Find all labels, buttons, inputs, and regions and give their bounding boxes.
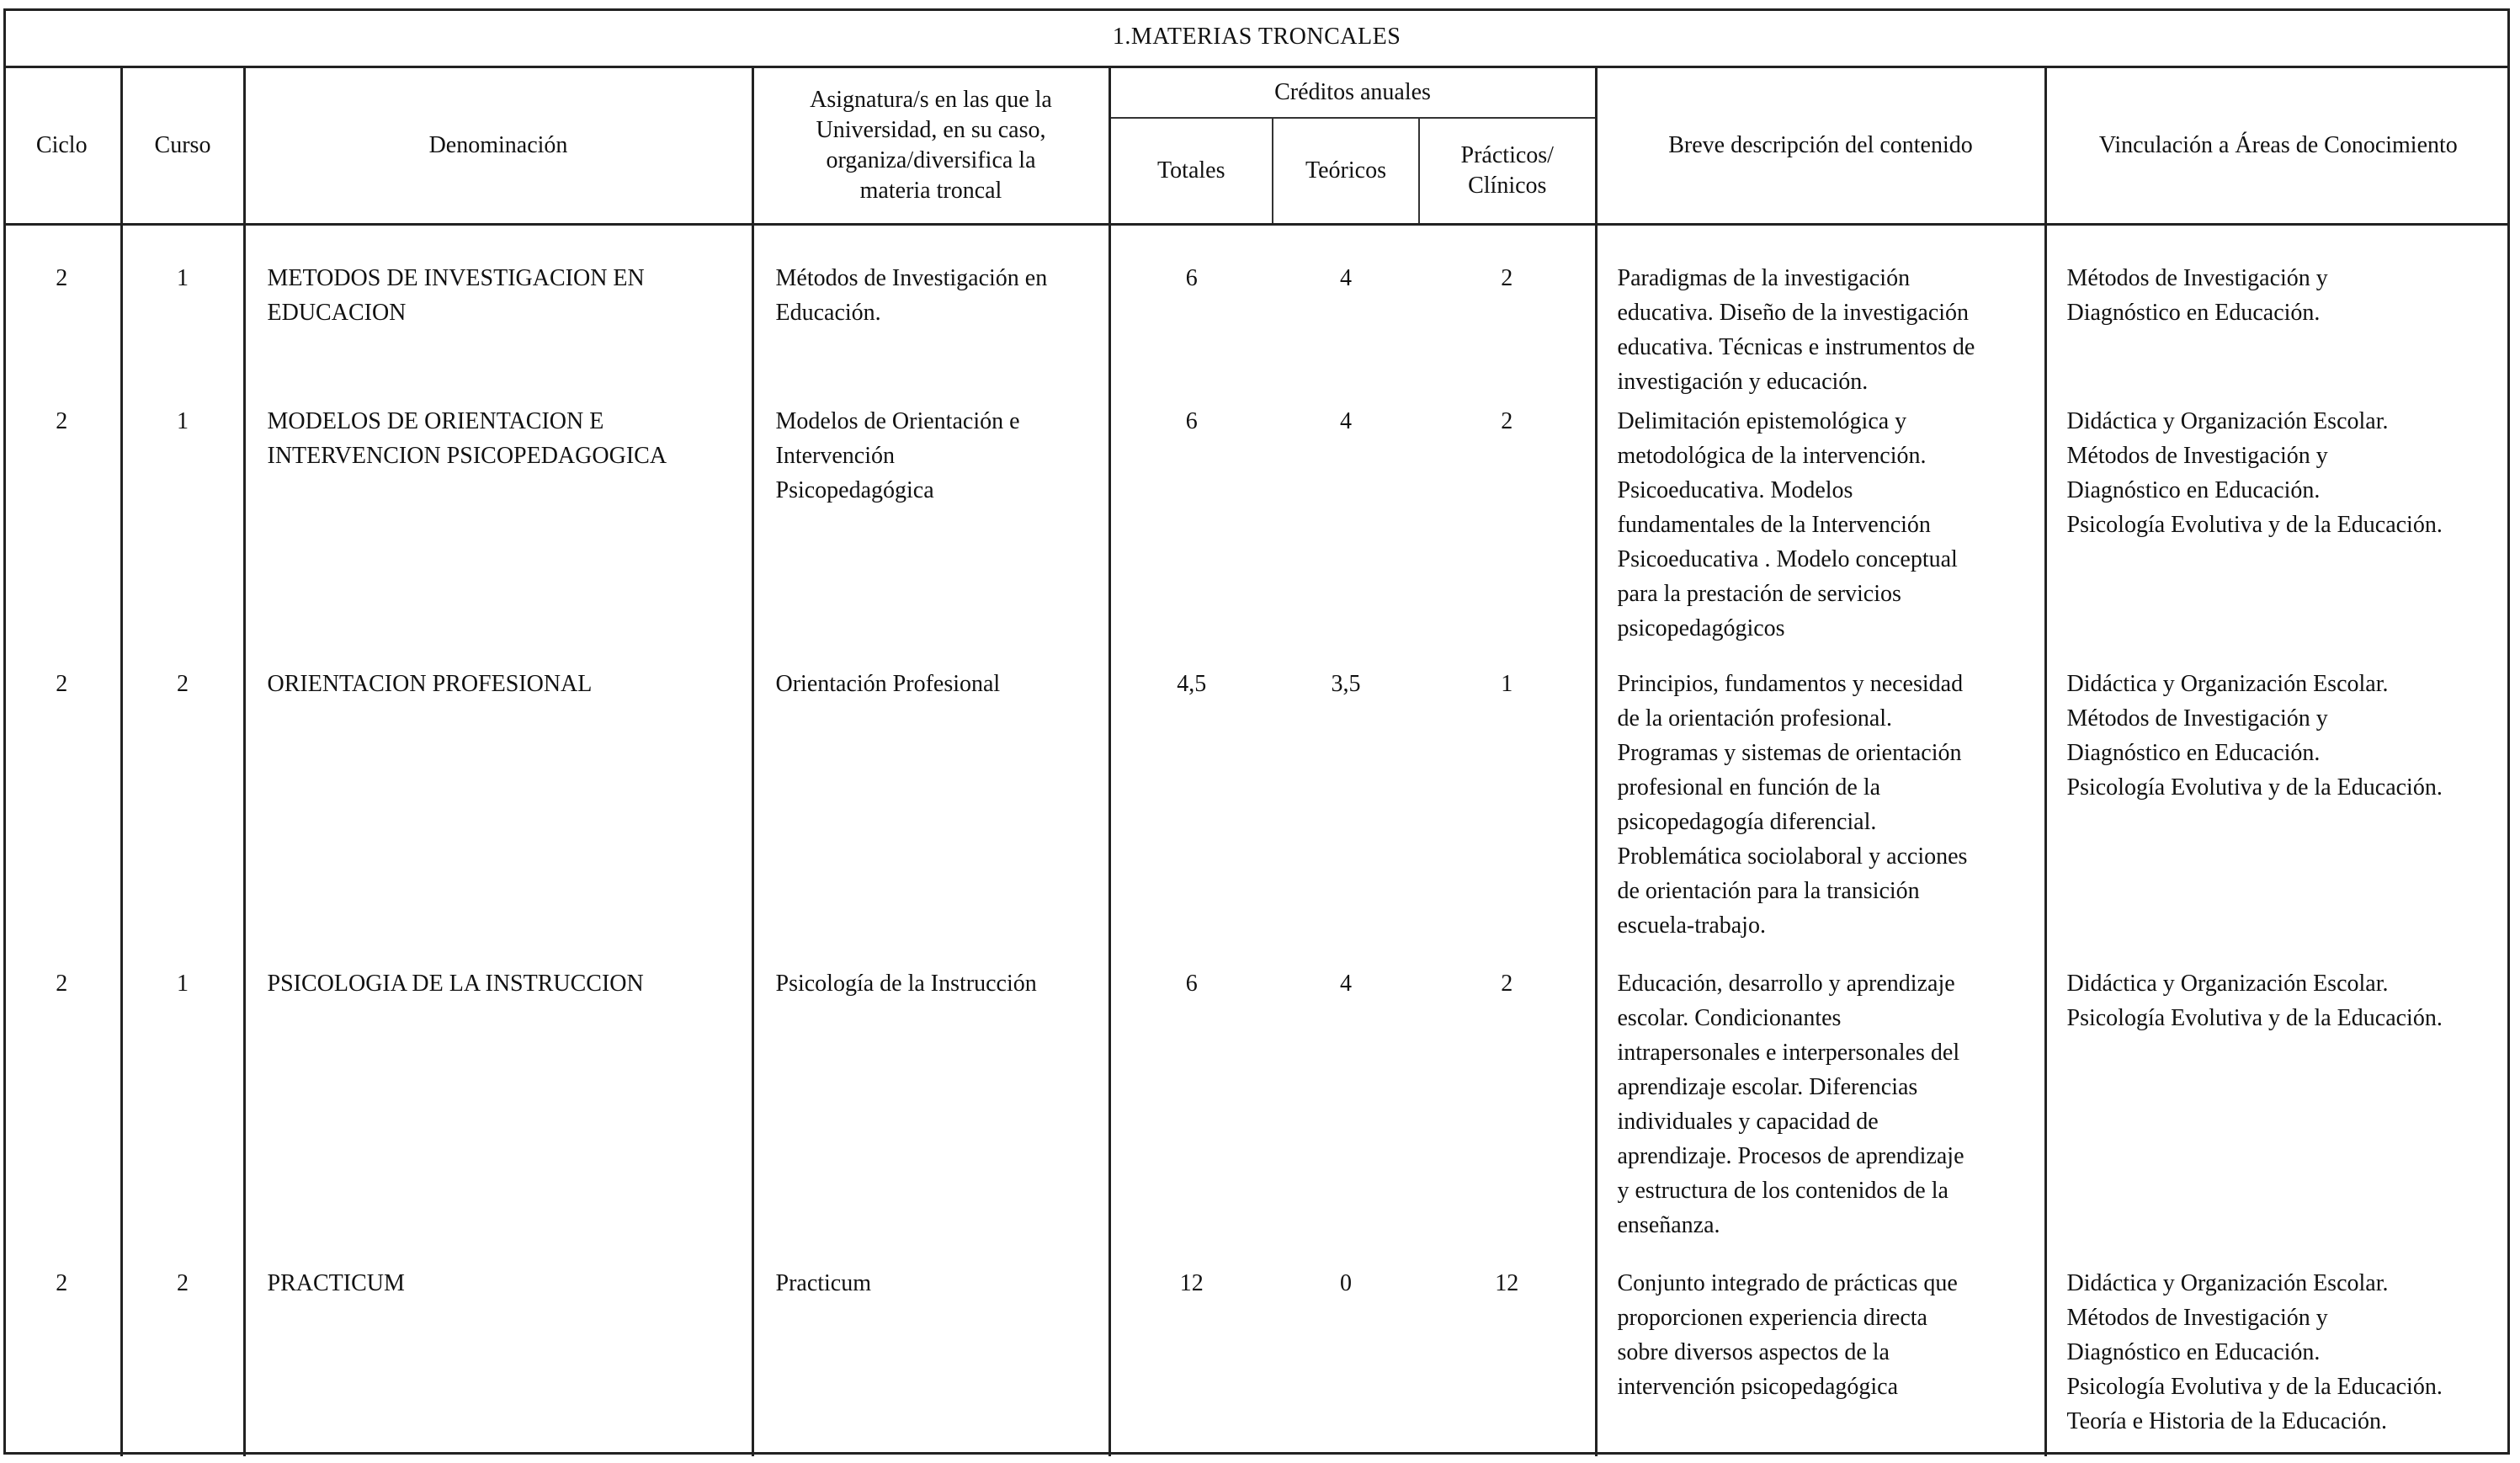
cell-vinculacion: Didáctica y Organización Escolar. Psicología Evolutiva y de la Educación. — [2045, 961, 2510, 1261]
cell-descripcion: Delimitación epistemológica y metodológica de la intervención. Psicoeducativa. Modelos fundamentales de la Intervención Psicoeducativa . Modelo conceptual para la prestación de servicios psicopedagógicos — [1596, 399, 2045, 662]
cell-ciclo: 2 — [56, 671, 68, 697]
header-descripcion: Breve descripción del contenido — [1596, 67, 2045, 225]
header-practicos: Prácticos/ Clínicos — [1419, 118, 1596, 225]
cell-descripcion: Paradigmas de la investigación educativa. Diseño de la investigación educativa. Técnicas e instrumentos de investigación y educación. — [1596, 225, 2045, 400]
cell-ciclo: 2 — [56, 971, 68, 997]
cell-teoricos: 0 — [1340, 1270, 1352, 1296]
cell-descripcion: Educación, desarrollo y aprendizaje escolar. Condicionantes intrapersonales e interpersonales del aprendizaje escolar. Diferencias individuales y capacidad de aprendizaje. Procesos de aprendizaje y estructura de los contenidos de la enseñanza. — [1596, 961, 2045, 1261]
table-title: 1.MATERIAS TRONCALES — [3, 8, 2510, 67]
cell-practicos: 2 — [1501, 408, 1513, 434]
header-denominacion: Denominación — [244, 67, 752, 225]
cell-descripcion: Principios, fundamentos y necesidad de la orientación profesional. Programas y sistemas de orientación profesional en función de la psicopedagogía diferencial. Problemática sociolaboral y acciones de orientación para la transición escuela-trabajo. — [1596, 662, 2045, 961]
cell-practicos: 1 — [1501, 671, 1513, 697]
cell-asignatura: Modelos de Orientación e Intervención Psicopedagógica — [752, 399, 1109, 662]
cell-vinculacion: Didáctica y Organización Escolar. Métodos de Investigación y Diagnóstico en Educación. Psicología Evolutiva y de la Educación. Teoría e Historia de la Educación. — [2045, 1261, 2510, 1456]
cell-asignatura: Orientación Profesional — [752, 662, 1109, 961]
cell-descripcion: Conjunto integrado de prácticas que proporcionen experiencia directa sobre diversos aspectos de la intervención psicopedagógica — [1596, 1261, 2045, 1456]
cell-teoricos: 3,5 — [1331, 671, 1361, 697]
cell-ciclo: 2 — [56, 265, 68, 291]
header-vinculacion: Vinculación a Áreas de Conocimiento — [2045, 67, 2510, 225]
cell-totales: 6 — [1109, 961, 1273, 1261]
cell-asignatura: Métodos de Investigación en Educación. — [752, 225, 1109, 400]
cell-vinculacion: Didáctica y Organización Escolar. Métodos de Investigación y Diagnóstico en Educación. Psicología Evolutiva y de la Educación. — [2045, 662, 2510, 961]
table-row — [3, 662, 2510, 961]
header-ciclo: Ciclo — [3, 67, 121, 225]
cell-teoricos: 4 — [1340, 265, 1352, 291]
header-totales: Totales — [1109, 118, 1273, 225]
cell-ciclo: 2 — [56, 408, 68, 434]
cell-curso: 1 — [121, 961, 244, 1261]
cell-ciclo: 2 — [56, 1270, 68, 1296]
cell-vinculacion: Didáctica y Organización Escolar. Métodos de Investigación y Diagnóstico en Educación. Psicología Evolutiva y de la Educación. — [2045, 399, 2510, 662]
cell-practicos: 12 — [1495, 1270, 1519, 1296]
header-creditos-anuales: Créditos anuales — [1109, 67, 1596, 119]
cell-denominacion: METODOS DE INVESTIGACION EN EDUCACION — [244, 225, 752, 400]
table-row — [3, 1261, 2510, 1456]
header-teoricos: Teóricos — [1273, 118, 1419, 225]
cell-asignatura: Practicum — [752, 1261, 1109, 1456]
cell-asignatura: Psicología de la Instrucción — [752, 961, 1109, 1261]
cell-denominacion: PSICOLOGIA DE LA INSTRUCCION — [244, 961, 752, 1261]
cell-practicos: 2 — [1501, 971, 1513, 997]
cell-teoricos: 4 — [1340, 408, 1352, 434]
cell-denominacion: ORIENTACION PROFESIONAL — [244, 662, 752, 961]
cell-denominacion: MODELOS DE ORIENTACION E INTERVENCION PSICOPEDAGOGICA — [244, 399, 752, 662]
cell-totales: 12 — [1109, 1261, 1273, 1456]
cell-totales: 4,5 — [1109, 662, 1273, 961]
cell-curso: 1 — [121, 225, 244, 400]
cell-totales: 6 — [1109, 399, 1273, 662]
cell-denominacion: PRACTICUM — [244, 1261, 752, 1456]
cell-practicos: 2 — [1501, 265, 1513, 291]
table-row — [3, 225, 2510, 400]
materias-troncales-table — [3, 8, 2510, 1456]
cell-vinculacion: Métodos de Investigación y Diagnóstico en Educación. — [2045, 225, 2510, 400]
header-asignatura: Asignatura/s en las que la Universidad, en su caso, organiza/diversifica la materia troncal — [752, 67, 1109, 225]
cell-curso: 1 — [121, 399, 244, 662]
cell-curso: 2 — [121, 662, 244, 961]
table-row — [3, 399, 2510, 662]
cell-totales: 6 — [1109, 225, 1273, 400]
cell-curso: 2 — [121, 1261, 244, 1456]
header-curso: Curso — [121, 67, 244, 225]
table-row — [3, 961, 2510, 1261]
cell-teoricos: 4 — [1340, 971, 1352, 997]
